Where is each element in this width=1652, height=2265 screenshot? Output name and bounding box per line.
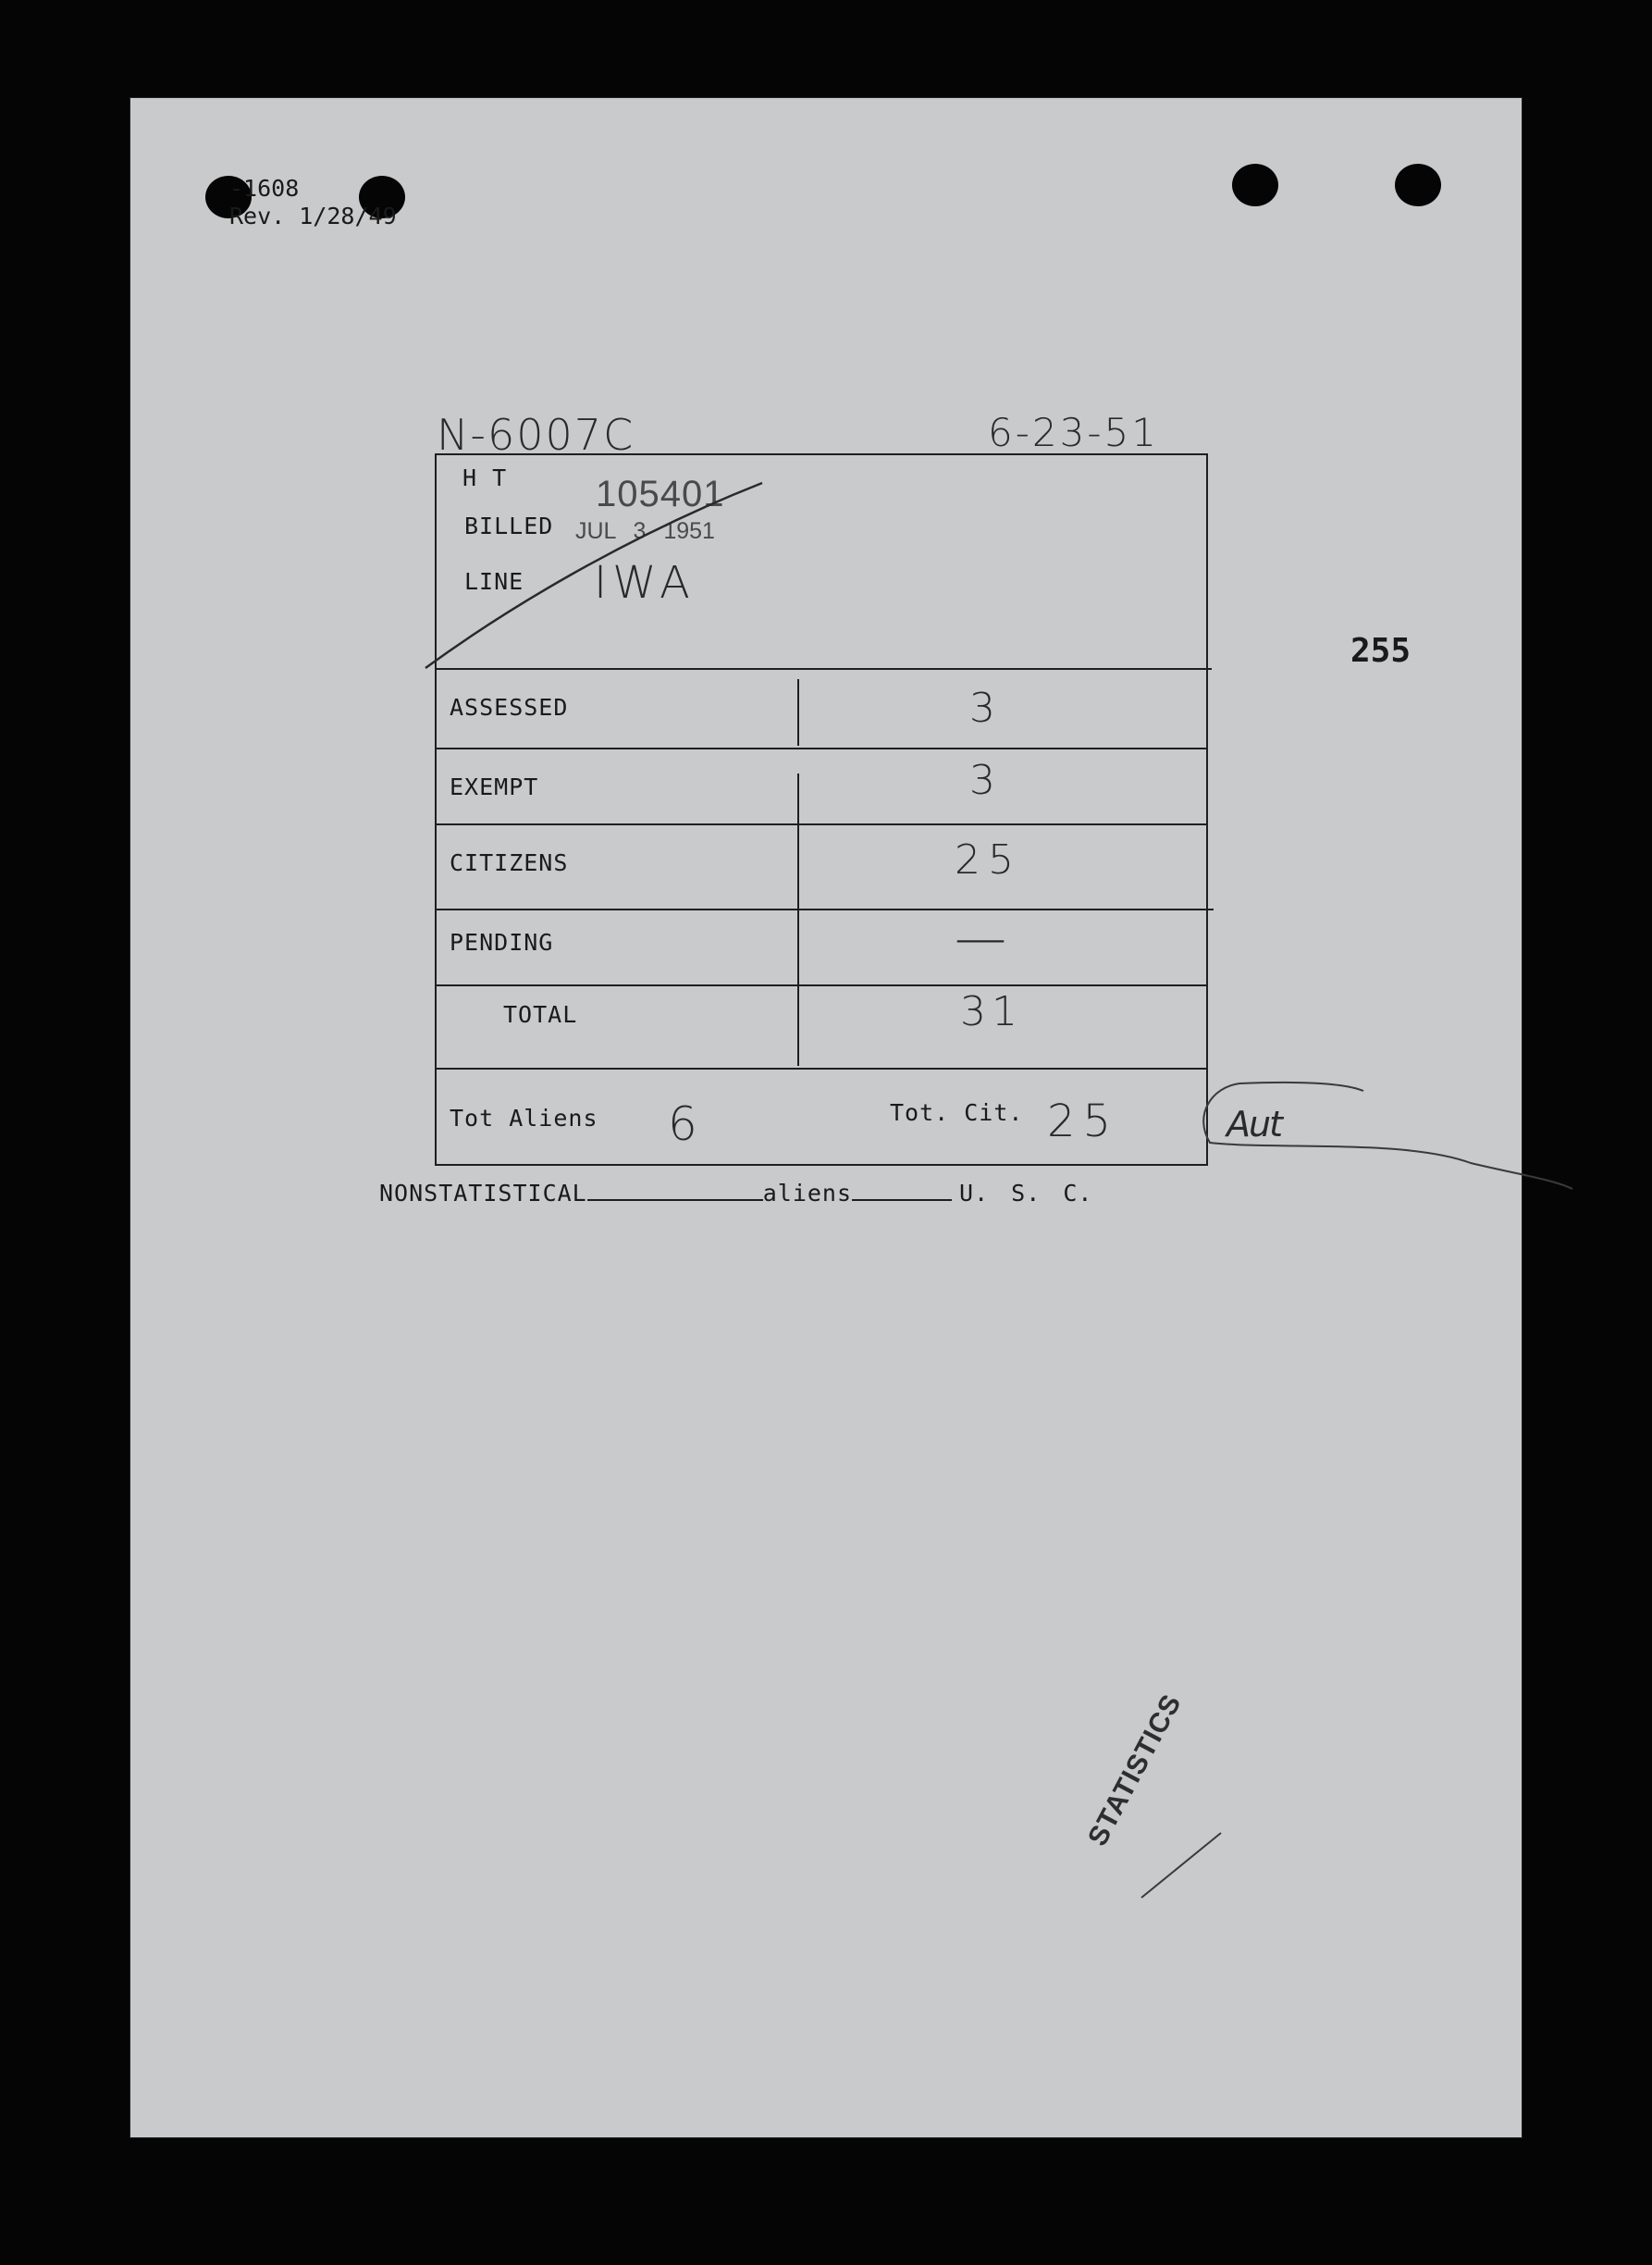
divider-exempt [437, 823, 1206, 825]
divider-billing [437, 668, 1212, 670]
total-citizens-label: Tot. Cit. [890, 1099, 1024, 1126]
reviewer-initials: Aut [1227, 1104, 1281, 1145]
handwritten-date: 6-23-51 [988, 410, 1159, 455]
divider-pending [437, 984, 1206, 986]
row-value-exempt: 3 [969, 757, 995, 804]
stamp-underline [1138, 1827, 1230, 1901]
row-label-pending: PENDING [450, 929, 554, 956]
total-aliens-value: 6 [668, 1097, 697, 1151]
row-label-total: TOTAL [503, 1001, 578, 1028]
initials-loop [1165, 1078, 1591, 1198]
file-number: N-6007C [437, 410, 635, 460]
nonstatistical-line [379, 1180, 1092, 1207]
airline-code: IWA [594, 557, 696, 609]
nonstatistical-blank-1 [587, 1199, 763, 1201]
row-value-pending: — [955, 909, 1006, 969]
row-label-assessed: ASSESSED [450, 694, 569, 721]
total-aliens-label: Tot Aliens [450, 1105, 598, 1132]
row-value-total: 31 [960, 988, 1023, 1035]
punch-hole-right-1 [1232, 164, 1278, 206]
total-citizens-value: 25 [1047, 1095, 1119, 1147]
row-label-exempt: EXEMPT [450, 774, 539, 800]
document-sheet [129, 97, 1523, 2138]
tally-box [435, 453, 1208, 1166]
column-divider [797, 774, 799, 1066]
divider-total [437, 1068, 1206, 1070]
page-number: 255 [1350, 632, 1412, 670]
billed-label: BILLED [464, 513, 554, 539]
divider-citizens [437, 909, 1214, 910]
nonstatistical-usc: U. S. C. [959, 1180, 1093, 1207]
row-value-citizens: 25 [955, 836, 1021, 884]
cancel-stroke [418, 474, 770, 677]
form-revision: Rev. 1/28/49 [229, 203, 397, 229]
nonstatistical-aliens: aliens [762, 1180, 853, 1207]
form-code [229, 175, 397, 230]
punch-hole-right-2 [1395, 164, 1441, 206]
nonstatistical-label: NONSTATISTICAL [379, 1180, 587, 1207]
divider-assessed [437, 748, 1206, 749]
statistics-stamp: STATISTICS [1082, 1689, 1188, 1851]
nonstatistical-blank-2 [852, 1199, 952, 1201]
line-label: LINE [464, 568, 524, 595]
ht-label: H T [462, 464, 508, 491]
billing-stamp-number: 105401 [596, 474, 725, 514]
billing-stamp-date: JUL 3 1951 [575, 518, 715, 544]
form-number: -1608 [229, 175, 300, 202]
row-value-assessed: 3 [969, 685, 995, 732]
row-label-citizens: CITIZENS [450, 849, 569, 876]
column-divider-top [797, 679, 799, 746]
